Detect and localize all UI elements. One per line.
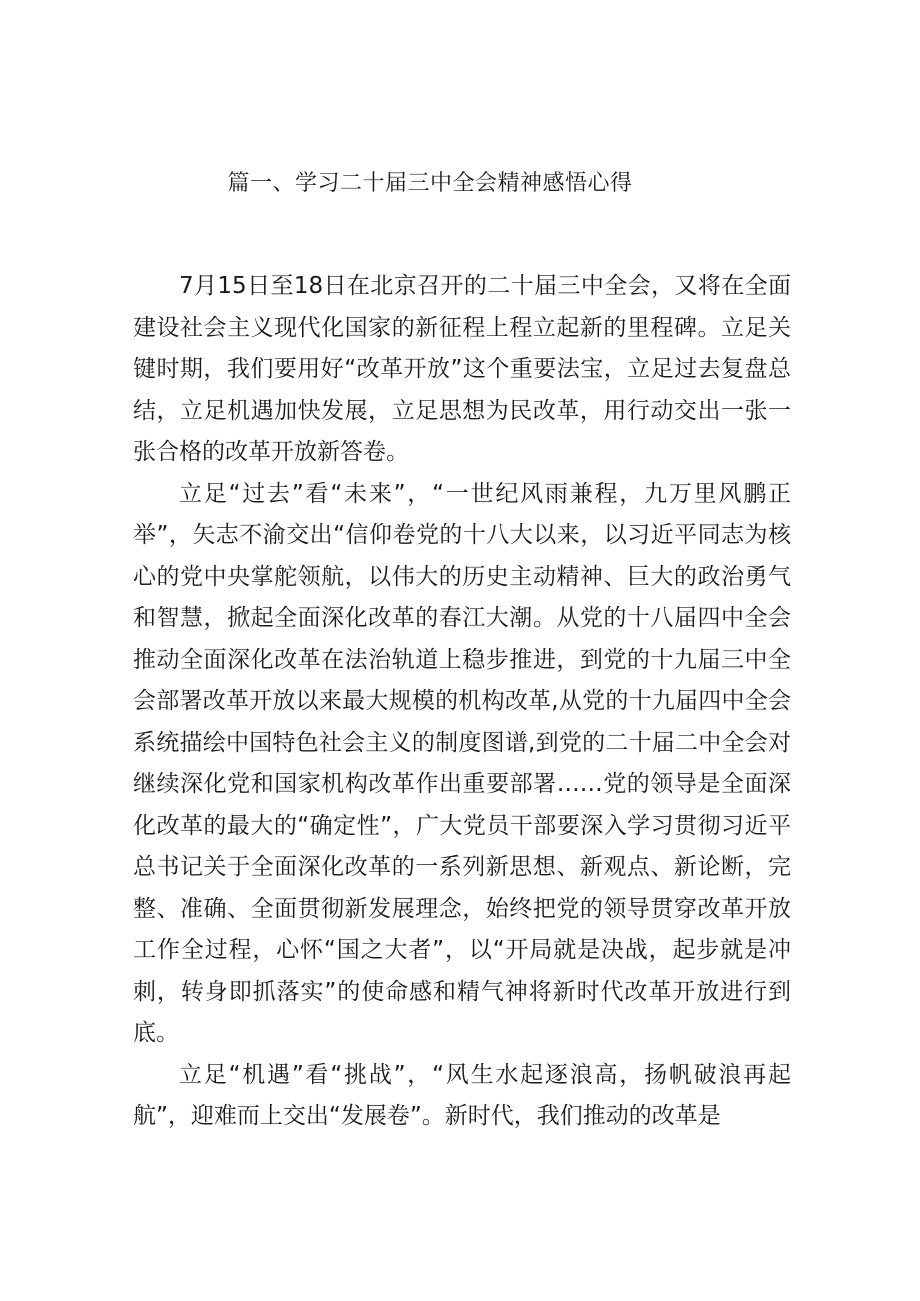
document-title: 篇一、学习二十届三中全会精神感悟心得 [227,171,633,196]
paragraph-1: 7月15日至18日在北京召开的二十届三中全会，又将在全面建设社会主义现代化国家的新征程上程立起新的里程碑。立足关键时期，我们要用好“改革开放”这个重要法宝，立足过去复盘总结，立足机遇加快发展，立足思想为民改革，用行动交出一张一张合格的改革开放新答卷。 [133,273,791,465]
paragraph-3: 立足“机遇”看“挑战”，“风生水起逐浪高，扬帆破浪再起航”，迎难而上交出“发展卷”。新时代，我们推动的改革是 [133,1061,791,1129]
paragraph-2: 立足“过去”看“未来”，“一世纪风雨兼程，九万里风鹏正举”，矢志不渝交出“信仰卷党的十八大以来，以习近平同志为核心的党中央掌舵领航，以伟大的历史主动精神、巨大的政治勇气和智慧，掀起全面深化改革的春江大潮。从党的十八届四中全会推动全面深化改革在法治轨道上稳步推进，到党的十九届三中全会部署改革开放以来最大规模的机构改革,从党的十九届四中全会系统描绘中国特色社会主义的制度图谱,到党的二十届二中全会对继续深化党和国家机构改革作出重要部署……党的领导是全面深化改革的最大的“确定性”，广大党员干部要深入学习贯彻习近平总书记关于全面深化改革的一系列新思想、新观点、新论断，完整、准确、全面贯彻新发展理念，始终把党的领导贯穿改革开放工作全过程，心怀“国之大者”，以“开局就是决战，起步就是冲刺，转身即抓落实”的使命感和精气神将新时代改革开放进行到底。 [133,480,791,1046]
document-body [133,266,791,1138]
